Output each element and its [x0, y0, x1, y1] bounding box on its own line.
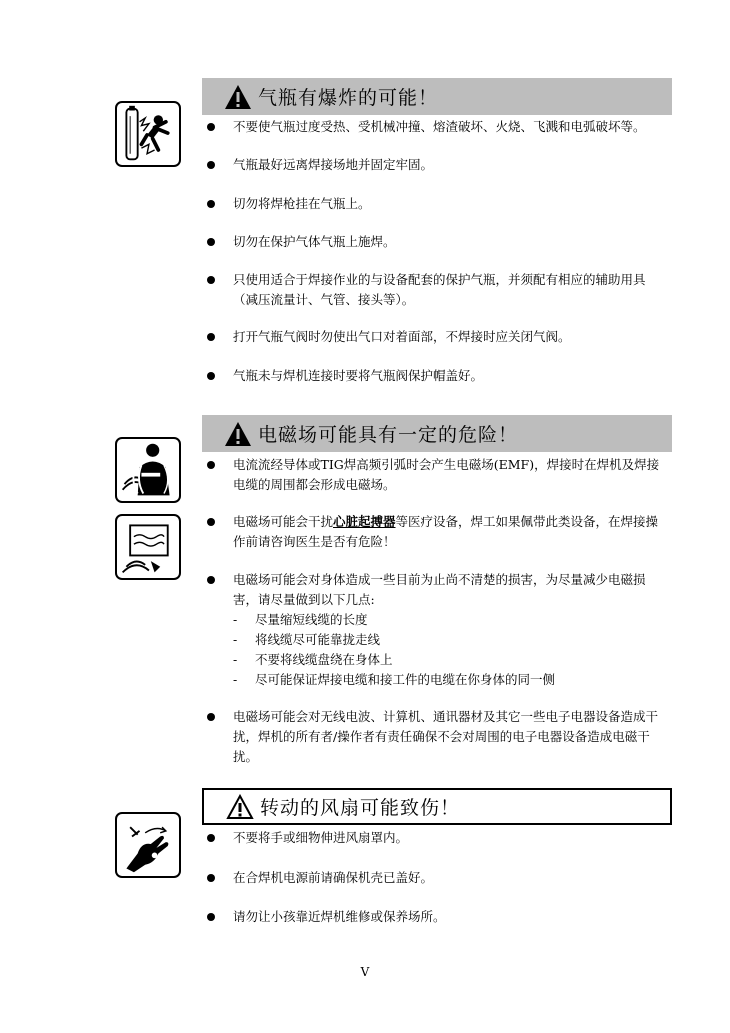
sub-item-text: 尽可能保证焊接电缆和接工件的电缆在你身体的同一侧 — [255, 672, 556, 687]
bullet-icon — [207, 238, 215, 246]
bullet-text-part: 电磁场可能会干扰 — [233, 514, 334, 529]
warning-triangle-icon — [224, 421, 252, 447]
bullet-icon — [207, 576, 215, 584]
section-header-gas-cylinder — [202, 78, 672, 115]
list-item — [207, 194, 667, 214]
sub-item-text: 尽量缩短线缆的长度 — [255, 612, 368, 627]
bullet-text: 切勿将焊枪挂在气瓶上。 — [233, 196, 371, 211]
bullet-icon — [207, 913, 215, 921]
warning-triangle-icon — [224, 84, 252, 110]
bullet-text: 切勿在保护气体气瓶上施焊。 — [233, 234, 396, 249]
bullet-text: 气瓶最好远离焊接场地并固定牢固。 — [233, 157, 434, 172]
bullet-text-main: 电磁场可能会对身体造成一些目前为止尚不清楚的损害，为尽量减少电磁损害，请尽量做到以下几点: — [233, 572, 646, 607]
list-item — [207, 512, 667, 552]
bullet-text: 气瓶未与焊机连接时要将气瓶阀保护帽盖好。 — [233, 368, 484, 383]
page-number: V — [360, 965, 370, 979]
bullet-icon — [207, 276, 215, 284]
bullet-text-part: 等医疗设备，焊工如果佩带此类设备，在焊接操作前请咨询医生是否有危险！ — [233, 514, 659, 549]
emphasis-pacemaker: 心脏起搏器 — [333, 514, 396, 529]
bullet-text: 只使用适合于焊接作业的与设备配套的保护气瓶，并须配有相应的辅助用具（减压流量计、气管、接头等）。 — [233, 272, 646, 307]
sub-item-text: 将线缆尽可能靠拢走线 — [255, 632, 381, 647]
bullet-icon — [207, 834, 215, 842]
sub-item-text: 不要将线缆盘绕在身体上 — [255, 652, 393, 667]
dash-marker: - — [233, 672, 238, 687]
rotating-fan-hand-icon — [115, 812, 181, 878]
bullet-icon — [207, 461, 215, 469]
welder-emf-icon — [115, 437, 181, 503]
bullet-icon — [207, 713, 215, 721]
list-item — [207, 907, 667, 927]
bullet-text — [233, 512, 667, 552]
section-title: 电磁场可能具有一定的危险！ — [258, 424, 519, 446]
bullet-icon — [207, 874, 215, 882]
list-item — [207, 828, 667, 848]
sub-item — [233, 670, 667, 690]
bullet-icon — [207, 123, 215, 131]
gas-cylinder-explosion-icon — [115, 101, 181, 167]
bullet-text: 在合焊机电源前请确保机壳已盖好。 — [233, 870, 434, 885]
bullet-icon — [207, 372, 215, 380]
bullet-text: 不要将手或细物伸进风扇罩内。 — [233, 830, 409, 845]
bullet-text: 请勿让小孩靠近焊机维修或保养场所。 — [233, 909, 446, 924]
pacemaker-emf-icon — [115, 514, 181, 580]
bullet-text: 打开气瓶气阀时勿使出气口对着面部，不焊接时应关闭气阀。 — [233, 329, 571, 344]
sub-item — [233, 630, 667, 650]
list-item — [207, 366, 667, 386]
bullet-icon — [207, 161, 215, 169]
list-item — [207, 570, 667, 690]
list-item — [207, 707, 667, 767]
warning-triangle-outline-icon — [226, 794, 254, 820]
list-item — [207, 868, 667, 888]
list-item — [207, 232, 667, 252]
list-item — [207, 455, 667, 495]
bullet-icon — [207, 200, 215, 208]
bullet-text: 电流流经导体或TIG焊高频引弧时会产生电磁场(EMF)，焊接时在焊机及焊接电缆的周围都会形成电磁场。 — [233, 457, 660, 492]
section-title: 气瓶有爆炸的可能！ — [258, 87, 439, 109]
section-title: 转动的风扇可能致伤！ — [260, 797, 461, 819]
bullet-text: 电磁场可能会对无线电波、计算机、通讯器材及其它一些电子电器设备造成干扰，焊机的所有者/操作者有责任确保不会对周围的电子电器设备造成电磁干扰。 — [233, 709, 659, 764]
list-item — [207, 270, 667, 310]
sub-item — [233, 610, 667, 630]
list-item — [207, 327, 667, 347]
sub-item — [233, 650, 667, 670]
list-item — [207, 155, 667, 175]
dash-marker: - — [233, 612, 238, 627]
section-header-emf — [202, 415, 672, 452]
bullet-icon — [207, 518, 215, 526]
dash-marker: - — [233, 632, 238, 647]
bullet-text — [233, 570, 667, 690]
section-header-fan — [202, 788, 672, 825]
list-item — [207, 117, 667, 137]
dash-marker: - — [233, 652, 238, 667]
bullet-text: 不要使气瓶过度受热、受机械冲撞、熔渣破坏、火烧、飞溅和电弧破坏等。 — [233, 119, 646, 134]
bullet-icon — [207, 333, 215, 341]
